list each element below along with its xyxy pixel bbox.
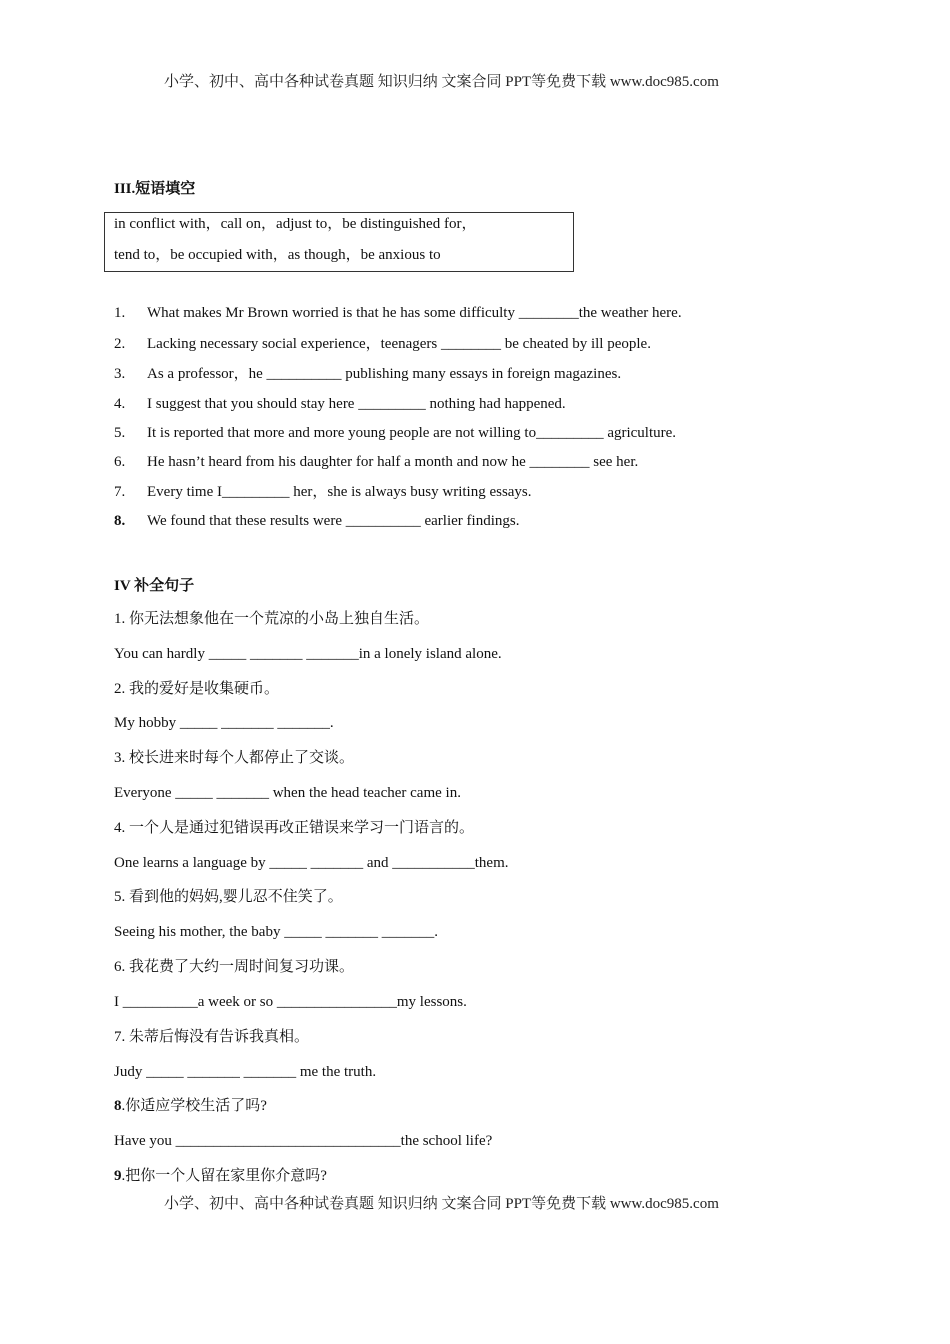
question-chinese-text: .把你一个人留在家里你介意吗? (121, 1168, 327, 1184)
item-number: 7. (114, 484, 126, 500)
item-text: We found that these results were __________ earlier findings. (147, 513, 520, 529)
item-number: 4. (114, 396, 126, 412)
item-text: As a professor，he __________ publishing many essays in foreign magazines. (147, 366, 622, 382)
question-chinese: 4. 一个人是通过犯错误再改正错误来学习一门语言的。 (114, 820, 475, 836)
section-3-title: III.短语填空 (114, 181, 196, 197)
item-number: 8. (114, 513, 126, 529)
question-number: 8 (114, 1098, 122, 1114)
section-4-title: IV 补全句子 (114, 578, 195, 594)
question-chinese (114, 1167, 327, 1185)
question-english: I __________a week or so ________________my lessons. (114, 994, 467, 1010)
question-chinese: 1. 你无法想象他在一个荒凉的小岛上独自生活。 (114, 611, 430, 627)
question-number: 9 (114, 1168, 122, 1184)
item-text: What makes Mr Brown worried is that he has some difficulty ________the weather here. (147, 305, 682, 321)
question-chinese (114, 1097, 267, 1115)
question-chinese: 5. 看到他的妈妈,婴儿忍不住笑了。 (114, 889, 343, 905)
question-chinese: 3. 校长进来时每个人都停止了交谈。 (114, 750, 355, 766)
question-chinese: 6. 我花费了大约一周时间复习功课。 (114, 959, 355, 975)
item-number: 1. (114, 305, 126, 321)
question-english: Have you ______________________________the school life? (114, 1133, 493, 1149)
item-number: 2. (114, 336, 126, 352)
question-chinese-text: .你适应学校生活了吗? (121, 1098, 267, 1114)
item-text: Every time I_________ her，she is always busy writing essays. (147, 484, 532, 500)
item-number: 3. (114, 366, 126, 382)
page-footer: 小学、初中、高中各种试卷真题 知识归纳 文案合同 PPT等免费下载 www.doc985.com (164, 1196, 719, 1212)
page-header: 小学、初中、高中各种试卷真题 知识归纳 文案合同 PPT等免费下载 www.doc985.com (164, 74, 719, 90)
question-english: My hobby _____ _______ _______. (114, 715, 334, 731)
phrase-box-line-1: in conflict with，call on，adjust to，be distinguished for， (114, 216, 477, 232)
item-text: Lacking necessary social experience，teenagers ________ be cheated by ill people. (147, 336, 651, 352)
question-english: Judy _____ _______ _______ me the truth. (114, 1064, 377, 1080)
item-number: 5. (114, 425, 126, 441)
item-text: He hasn’t heard from his daughter for half a month and now he ________ see her. (147, 454, 639, 470)
question-english: One learns a language by _____ _______ and ___________them. (114, 855, 509, 871)
question-chinese: 7. 朱蒂后悔没有告诉我真相。 (114, 1029, 310, 1045)
question-english: Everyone _____ _______ when the head teacher came in. (114, 785, 461, 801)
question-chinese: 2. 我的爱好是收集硬币。 (114, 681, 280, 697)
item-text: It is reported that more and more young people are not willing to_________ agriculture. (147, 425, 677, 441)
item-text: I suggest that you should stay here _________ nothing had happened. (147, 396, 566, 412)
question-english: You can hardly _____ _______ _______in a lonely island alone. (114, 646, 502, 662)
phrase-box-line-2: tend to，be occupied with，as though，be anxious to (114, 247, 441, 263)
item-number: 6. (114, 454, 126, 470)
question-english: Seeing his mother, the baby _____ _______ _______. (114, 924, 438, 940)
